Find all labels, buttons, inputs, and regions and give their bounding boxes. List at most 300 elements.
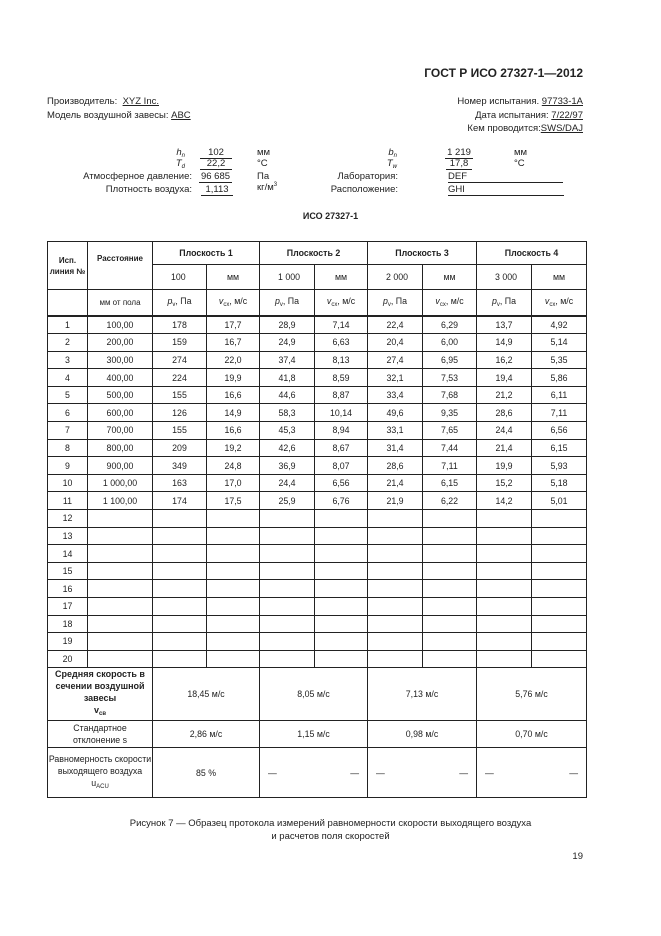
table-cell: 8,94 — [315, 422, 368, 440]
table-cell: 9 — [48, 457, 88, 475]
table-cell — [207, 510, 260, 528]
table-cell: 1 — [48, 316, 88, 334]
empty-cell — [48, 290, 88, 316]
table-cell — [260, 527, 315, 545]
tw-value: 17,8 — [446, 158, 472, 170]
tw-label: $T_w$ — [386, 158, 397, 170]
plane-4-distance: 3 000 — [477, 265, 532, 290]
table-cell: 14 — [48, 545, 88, 563]
test-no-value: 97733-1A — [541, 96, 583, 107]
plane-3-unit: мм — [423, 265, 477, 290]
density-value: 1,113 — [201, 184, 233, 196]
table-cell: 24,4 — [477, 422, 532, 440]
table-cell: 5,14 — [532, 334, 587, 352]
table-cell: 6,22 — [423, 492, 477, 510]
table-cell: 7,44 — [423, 439, 477, 457]
table-cell — [532, 562, 587, 580]
table-cell — [477, 562, 532, 580]
table-cell — [368, 580, 423, 598]
avg-velocity-3: 7,13 м/с — [368, 668, 477, 721]
table-cell: 17,5 — [207, 492, 260, 510]
table-cell: 5,35 — [532, 351, 587, 369]
lab-value: DEF — [448, 171, 563, 183]
bn-label: $b_n$ — [388, 147, 397, 159]
table-cell: 28,9 — [260, 316, 315, 334]
col-line-header: Исп. линия № — [48, 242, 88, 290]
measurement-table — [47, 241, 587, 798]
table-cell — [207, 527, 260, 545]
table-cell: 17 — [48, 598, 88, 616]
table-cell: 500,00 — [88, 386, 153, 404]
table-cell: 24,4 — [260, 474, 315, 492]
table-cell — [423, 633, 477, 651]
table-cell — [207, 650, 260, 668]
table-cell: 800,00 — [88, 439, 153, 457]
table-cell: 21,9 — [368, 492, 423, 510]
table-cell — [532, 598, 587, 616]
table-cell: 10,14 — [315, 404, 368, 422]
table-cell: 6,63 — [315, 334, 368, 352]
page-number: 19 — [572, 851, 583, 862]
table-cell: 24,9 — [260, 334, 315, 352]
uniformity-4: — — — [477, 748, 587, 798]
uniformity-1: 85 % — [153, 748, 260, 798]
table-cell: 8 — [48, 439, 88, 457]
table-row — [48, 633, 587, 651]
table-cell: 42,6 — [260, 439, 315, 457]
table-cell: 100,00 — [88, 316, 153, 334]
table-cell: 224 — [153, 369, 207, 387]
tw-unit: °С — [514, 158, 525, 169]
plane-1-distance: 100 — [153, 265, 207, 290]
table-cell — [88, 650, 153, 668]
table-cell — [260, 650, 315, 668]
table-cell: 6,11 — [532, 386, 587, 404]
table-row — [48, 316, 587, 334]
table-cell — [532, 633, 587, 651]
table-cell — [207, 633, 260, 651]
table-cell: 600,00 — [88, 404, 153, 422]
table-cell: 163 — [153, 474, 207, 492]
plane-1-header: Плоскость 1 — [153, 242, 260, 265]
table-cell: 19,9 — [207, 369, 260, 387]
plane-4-unit: мм — [532, 265, 587, 290]
table-row — [48, 439, 587, 457]
table-cell: 200,00 — [88, 334, 153, 352]
table-cell: 3 — [48, 351, 88, 369]
table-row — [48, 492, 587, 510]
table-cell — [532, 510, 587, 528]
td-value: 22,2 — [200, 158, 232, 170]
table-cell — [423, 598, 477, 616]
table-cell: 25,9 — [260, 492, 315, 510]
table-cell: 7,11 — [423, 457, 477, 475]
table-cell: 17,7 — [207, 316, 260, 334]
table-cell — [88, 527, 153, 545]
table-cell: 20,4 — [368, 334, 423, 352]
table-cell — [368, 615, 423, 633]
table-cell — [368, 527, 423, 545]
plane-3-distance: 2 000 — [368, 265, 423, 290]
table-cell: 19,2 — [207, 439, 260, 457]
table-cell: 21,2 — [477, 386, 532, 404]
table-cell: 900,00 — [88, 457, 153, 475]
table-cell: 19 — [48, 633, 88, 651]
table-cell — [153, 650, 207, 668]
plane-1-unit: мм — [207, 265, 260, 290]
table-cell — [315, 562, 368, 580]
pv-header: $p_v$, Па — [368, 290, 423, 316]
date-line — [475, 110, 583, 121]
table-cell: 22,0 — [207, 351, 260, 369]
table-row — [48, 545, 587, 563]
table-cell: 5,86 — [532, 369, 587, 387]
table-cell — [153, 615, 207, 633]
table-cell — [153, 562, 207, 580]
table-cell — [477, 545, 532, 563]
bn-unit: мм — [514, 147, 528, 158]
table-cell: 209 — [153, 439, 207, 457]
table-cell: 8,13 — [315, 351, 368, 369]
table-cell — [423, 545, 477, 563]
table-cell: 10 — [48, 474, 88, 492]
table-cell — [207, 580, 260, 598]
avg-velocity-1: 18,45 м/с — [153, 668, 260, 721]
table-cell — [477, 527, 532, 545]
table-cell — [207, 615, 260, 633]
table-cell: 33,1 — [368, 422, 423, 440]
table-row — [48, 334, 587, 352]
table-cell — [423, 527, 477, 545]
table-cell — [260, 562, 315, 580]
table-cell: 27,4 — [368, 351, 423, 369]
table-cell — [477, 510, 532, 528]
hn-value: 102 — [200, 147, 232, 159]
table-cell — [477, 615, 532, 633]
table-cell — [153, 580, 207, 598]
by-value: SWS/DAJ — [540, 123, 583, 134]
table-cell: 7,65 — [423, 422, 477, 440]
table-cell: 15,2 — [477, 474, 532, 492]
table-cell — [477, 598, 532, 616]
table-cell — [260, 510, 315, 528]
table-cell: 6 — [48, 404, 88, 422]
table-cell — [477, 650, 532, 668]
table-cell: 400,00 — [88, 369, 153, 387]
table-cell: 7,11 — [532, 404, 587, 422]
table-cell: 1 100,00 — [88, 492, 153, 510]
table-cell — [153, 598, 207, 616]
table-cell — [368, 545, 423, 563]
uniformity-label: Равномерность скорости выходящего воздуха $u_{ACU}$ — [48, 748, 153, 798]
uniformity-2: — — — [260, 748, 368, 798]
table-cell: 31,4 — [368, 439, 423, 457]
table-cell: 8,87 — [315, 386, 368, 404]
table-cell: 32,1 — [368, 369, 423, 387]
table-row — [48, 580, 587, 598]
table-cell — [88, 510, 153, 528]
table-cell — [153, 527, 207, 545]
plane-2-header: Плоскость 2 — [260, 242, 368, 265]
table-cell — [88, 598, 153, 616]
table-cell: 159 — [153, 334, 207, 352]
table-cell: 21,4 — [477, 439, 532, 457]
test-no-line — [457, 96, 583, 107]
avg-velocity-4: 5,76 м/с — [477, 668, 587, 721]
table-cell: 6,56 — [315, 474, 368, 492]
table-cell — [260, 598, 315, 616]
table-row — [48, 474, 587, 492]
table-cell: 41,8 — [260, 369, 315, 387]
table-cell: 8,07 — [315, 457, 368, 475]
table-cell: 16,6 — [207, 386, 260, 404]
table-cell — [315, 650, 368, 668]
table-cell: 44,6 — [260, 386, 315, 404]
vcx-header: $v_{cx}$, м/с — [207, 290, 260, 316]
table-cell: 5,18 — [532, 474, 587, 492]
table-cell — [260, 580, 315, 598]
table-cell: 4,92 — [532, 316, 587, 334]
table-cell: 126 — [153, 404, 207, 422]
table-row — [48, 615, 587, 633]
table-row — [48, 457, 587, 475]
table-cell: 178 — [153, 316, 207, 334]
pressure-unit: Па — [257, 171, 270, 182]
table-cell: 22,4 — [368, 316, 423, 334]
table-row — [48, 510, 587, 528]
table-cell — [315, 545, 368, 563]
plane-2-unit: мм — [315, 265, 368, 290]
table-cell — [207, 598, 260, 616]
table-cell — [260, 545, 315, 563]
table-cell: 16,6 — [207, 422, 260, 440]
table-row — [48, 562, 587, 580]
plane-2-distance: 1 000 — [260, 265, 315, 290]
table-cell — [315, 598, 368, 616]
table-cell: 1 000,00 — [88, 474, 153, 492]
vcx-header: $v_{cx}$, м/с — [315, 290, 368, 316]
table-row — [48, 527, 587, 545]
table-cell: 13,7 — [477, 316, 532, 334]
table-cell — [368, 562, 423, 580]
table-cell: 174 — [153, 492, 207, 510]
table-cell — [315, 527, 368, 545]
table-cell — [532, 527, 587, 545]
loc-value: GHI — [448, 184, 564, 196]
table-cell: 37,4 — [260, 351, 315, 369]
table-cell: 6,56 — [532, 422, 587, 440]
table-cell: 5 — [48, 386, 88, 404]
table-cell: 6,15 — [423, 474, 477, 492]
table-row — [48, 422, 587, 440]
date-label: Дата испытания: — [475, 110, 549, 121]
table-cell — [315, 510, 368, 528]
pv-header: $p_v$, Па — [260, 290, 315, 316]
hn-label: $h_n$ — [176, 147, 185, 159]
table-cell: 9,35 — [423, 404, 477, 422]
table-cell — [88, 562, 153, 580]
density-unit: $кг/м^3$ — [257, 182, 278, 194]
table-cell: 2 — [48, 334, 88, 352]
table-cell: 58,3 — [260, 404, 315, 422]
table-cell: 5,93 — [532, 457, 587, 475]
table-cell: 155 — [153, 386, 207, 404]
manufacturer-label: Производитель: — [47, 96, 118, 107]
manufacturer-value: XYZ Inc. — [122, 96, 159, 107]
table-cell — [153, 510, 207, 528]
std-dev-label: Стандартное отклонение s — [48, 721, 153, 748]
table-cell: 7,53 — [423, 369, 477, 387]
std-dev-2: 1,15 м/с — [260, 721, 368, 748]
table-cell — [423, 562, 477, 580]
avg-velocity-2: 8,05 м/с — [260, 668, 368, 721]
table-row — [48, 598, 587, 616]
table-cell: 7,14 — [315, 316, 368, 334]
vcx-header: $v_{cx}$, м/с — [532, 290, 587, 316]
table-cell — [88, 615, 153, 633]
table-cell — [368, 633, 423, 651]
table-cell — [532, 615, 587, 633]
table-row — [48, 404, 587, 422]
table-cell — [423, 510, 477, 528]
table-cell: 17,0 — [207, 474, 260, 492]
table-cell — [368, 650, 423, 668]
table-cell — [315, 615, 368, 633]
pv-header: $p_v$, Па — [153, 290, 207, 316]
manufacturer-line — [47, 96, 159, 107]
table-cell: 7 — [48, 422, 88, 440]
density-label: Плотность воздуха: — [105, 184, 192, 195]
table-cell: 6,76 — [315, 492, 368, 510]
table-cell — [207, 562, 260, 580]
table-cell: 21,4 — [368, 474, 423, 492]
table-cell: 45,3 — [260, 422, 315, 440]
lab-label: Лаборатория: — [337, 171, 398, 182]
table-cell: 155 — [153, 422, 207, 440]
table-cell — [315, 580, 368, 598]
plane-3-header: Плоскость 3 — [368, 242, 477, 265]
table-cell: 300,00 — [88, 351, 153, 369]
pressure-value: 96 685 — [200, 171, 231, 182]
vcx-header: $v_{cx}$, м/с — [423, 290, 477, 316]
table-cell: 15 — [48, 562, 88, 580]
by-label: Кем проводится: — [467, 123, 541, 134]
table-cell — [153, 545, 207, 563]
loc-label: Расположение: — [330, 184, 398, 195]
table-row — [48, 386, 587, 404]
bn-value: 1 219 — [445, 147, 473, 159]
table-cell — [88, 633, 153, 651]
table-cell: 8,59 — [315, 369, 368, 387]
table-cell — [532, 545, 587, 563]
table-cell: 14,9 — [477, 334, 532, 352]
table-title: ИСО 27327-1 — [302, 211, 359, 221]
table-cell: 16,7 — [207, 334, 260, 352]
table-cell — [477, 580, 532, 598]
table-row — [48, 650, 587, 668]
test-no-label: Номер испытания. — [457, 96, 540, 107]
std-dev-3: 0,98 м/с — [368, 721, 477, 748]
td-label: $T_d$ — [175, 158, 185, 170]
table-cell: 13 — [48, 527, 88, 545]
table-cell: 349 — [153, 457, 207, 475]
table-cell: 5,01 — [532, 492, 587, 510]
table-cell: 4 — [48, 369, 88, 387]
table-cell — [532, 580, 587, 598]
table-row — [48, 369, 587, 387]
standard-header: ГОСТ Р ИСО 27327-1—2012 — [424, 66, 583, 80]
table-cell — [368, 510, 423, 528]
table-cell: 6,29 — [423, 316, 477, 334]
table-cell: 49,6 — [368, 404, 423, 422]
table-cell — [423, 650, 477, 668]
table-cell — [260, 633, 315, 651]
table-cell — [88, 580, 153, 598]
distance-unit: мм от пола — [88, 290, 153, 316]
table-cell — [88, 545, 153, 563]
table-cell — [423, 615, 477, 633]
table-cell: 11 — [48, 492, 88, 510]
plane-4-header: Плоскость 4 — [477, 242, 587, 265]
table-cell: 700,00 — [88, 422, 153, 440]
table-cell: 36,9 — [260, 457, 315, 475]
table-cell — [477, 633, 532, 651]
table-cell: 6,95 — [423, 351, 477, 369]
table-cell: 19,4 — [477, 369, 532, 387]
table-cell: 33,4 — [368, 386, 423, 404]
model-value: ABC — [171, 110, 191, 121]
avg-velocity-label: Средняя скорость в сечении воздушной завесы $v_{св}$ — [48, 668, 153, 721]
table-cell: 6,15 — [532, 439, 587, 457]
col-distance-header: Расстояние — [88, 242, 153, 290]
pressure-label: Атмосферное давление: — [83, 171, 192, 182]
table-cell — [423, 580, 477, 598]
std-dev-4: 0,70 м/с — [477, 721, 587, 748]
table-cell: 28,6 — [368, 457, 423, 475]
model-line — [47, 110, 191, 121]
table-cell: 274 — [153, 351, 207, 369]
table-cell: 16 — [48, 580, 88, 598]
table-cell: 7,68 — [423, 386, 477, 404]
pv-header: $p_v$, Па — [477, 290, 532, 316]
table-cell: 8,67 — [315, 439, 368, 457]
table-cell: 14,2 — [477, 492, 532, 510]
table-cell: 28,6 — [477, 404, 532, 422]
hn-unit: мм — [257, 147, 271, 158]
std-dev-1: 2,86 м/с — [153, 721, 260, 748]
date-value: 7/22/97 — [551, 110, 583, 121]
table-row — [48, 351, 587, 369]
table-cell — [153, 633, 207, 651]
td-unit: °С — [257, 158, 268, 169]
table-cell — [315, 633, 368, 651]
table-cell: 24,8 — [207, 457, 260, 475]
table-cell: 20 — [48, 650, 88, 668]
table-cell: 18 — [48, 615, 88, 633]
table-cell — [207, 545, 260, 563]
uniformity-3: — — — [368, 748, 477, 798]
figure-caption: Рисунок 7 — Образец протокола измерений равномерности скорости выходящего воздуха и расчетов поля скоростей — [129, 818, 532, 842]
table-cell: 14,9 — [207, 404, 260, 422]
table-cell: 6,00 — [423, 334, 477, 352]
model-label: Модель воздушной завесы: — [47, 110, 169, 121]
by-line — [467, 123, 583, 134]
table-cell: 16,2 — [477, 351, 532, 369]
table-cell: 19,9 — [477, 457, 532, 475]
table-cell — [368, 598, 423, 616]
table-cell — [532, 650, 587, 668]
table-cell: 12 — [48, 510, 88, 528]
